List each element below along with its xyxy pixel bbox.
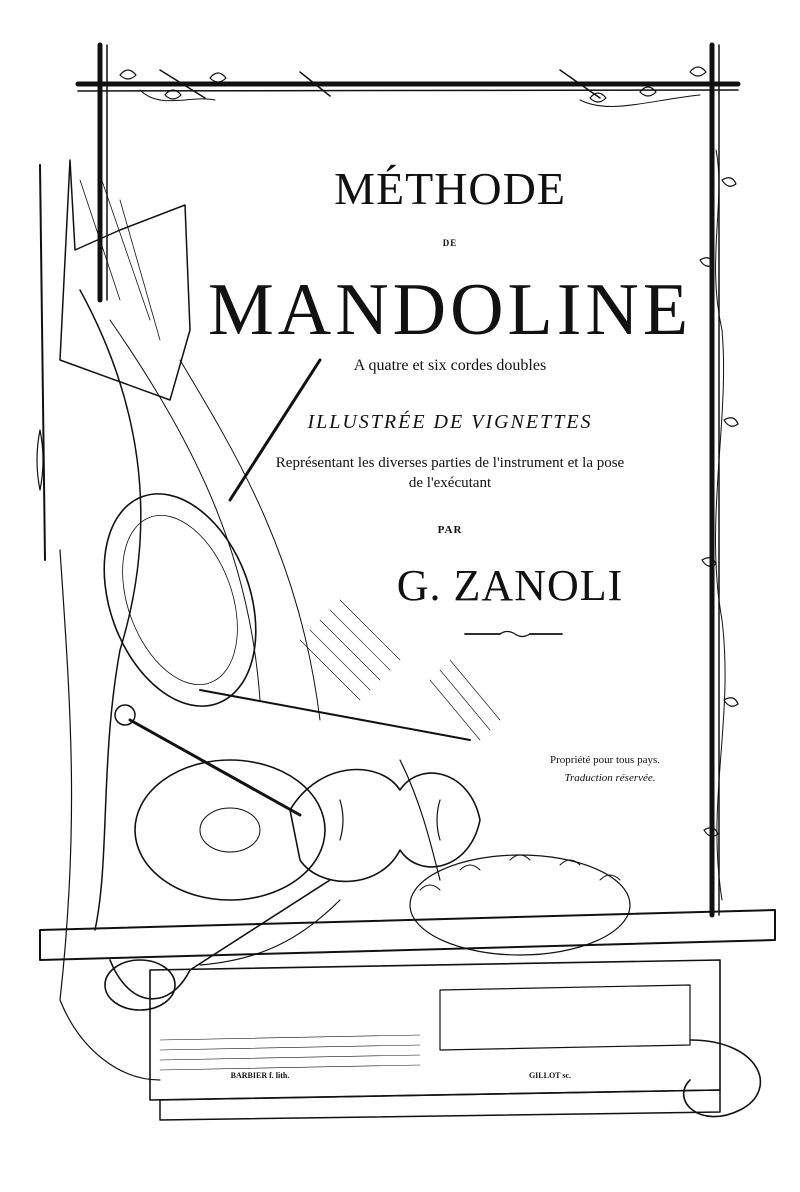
rights-translation: Traduction réservée.: [564, 772, 656, 784]
byline: PAR: [437, 524, 463, 536]
laurel-branch: [400, 760, 440, 880]
description-line-1: Représentant les diverses parties de l'instrument et la pose: [275, 455, 625, 471]
draped-cloth: [60, 290, 320, 1080]
author-name: G. ZANOLI: [396, 561, 624, 610]
rights-property: Propriété pour tous pays.: [550, 754, 660, 766]
ivy-leaves-top: [120, 67, 706, 106]
hanging-banner: [37, 160, 190, 560]
hatching-shading: [160, 600, 500, 1070]
lute: [135, 760, 325, 900]
description-line-2: de l'exécutant: [408, 475, 492, 491]
illustration-note: ILLUSTRÉE DE VIGNETTES: [307, 411, 593, 433]
laurel-wreath: [410, 855, 630, 955]
violin-bow: [200, 690, 470, 740]
title-connector: DE: [442, 238, 458, 248]
title-ornament-rule: [465, 632, 562, 637]
title-line-mandoline: MANDOLINE: [207, 269, 693, 351]
subtitle: A quatre et six cordes doubles: [353, 357, 547, 374]
title-line-methode: MÉTHODE: [334, 163, 566, 214]
engraver-signature-left: BARBIER f. lith.: [230, 1071, 290, 1080]
engraver-signature-right: GILLOT sc.: [528, 1071, 572, 1080]
stone-pedestal: [40, 910, 775, 1120]
frame-top-branch: [78, 70, 738, 98]
